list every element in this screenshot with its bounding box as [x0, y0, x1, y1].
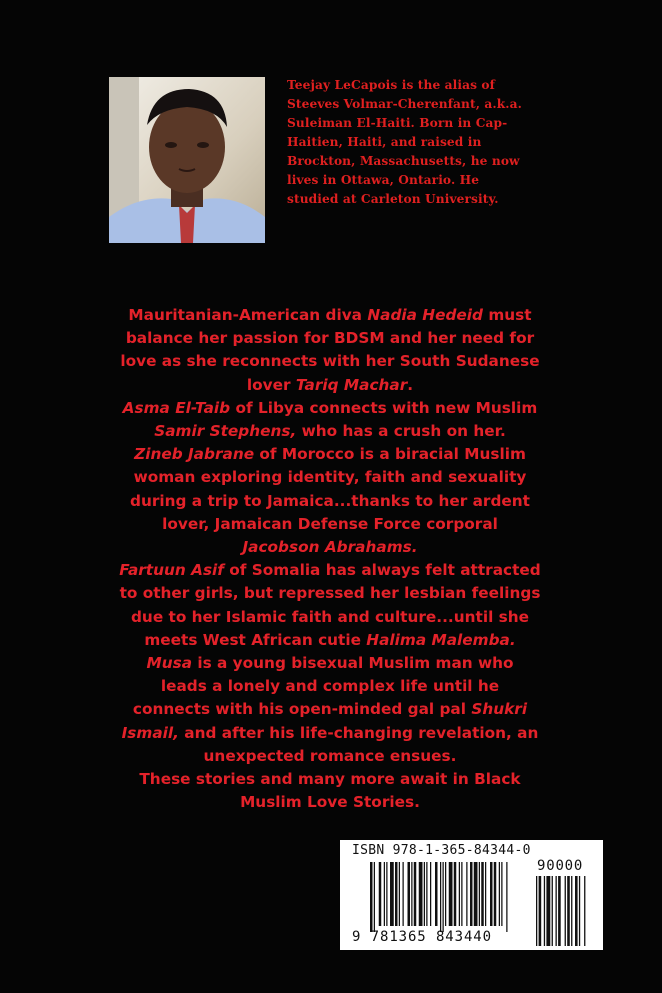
isbn-digits: 9 781365 843440 — [352, 929, 492, 945]
blurb-line — [80, 745, 580, 768]
addon-bar — [571, 876, 572, 946]
blurb-text: of Morocco is a biracial Muslim — [254, 445, 526, 464]
blurb-text: unexpected romance ensues. — [203, 746, 457, 765]
blurb-line — [80, 791, 580, 814]
barcode-bar — [390, 862, 394, 926]
barcode-bar — [479, 862, 480, 926]
blurb-line — [80, 513, 580, 536]
blurb-text: woman exploring identity, faith and sexuality — [133, 468, 527, 487]
barcode-bar — [424, 862, 425, 926]
blurb-name: Tariq Machar — [295, 375, 408, 394]
barcode-bar — [370, 862, 373, 932]
blurb-line — [80, 443, 580, 466]
barcode-bar — [403, 862, 404, 926]
barcode-bar — [485, 862, 486, 926]
blurb-line — [80, 466, 580, 489]
addon-bar — [539, 876, 542, 946]
barcode-bar — [474, 862, 478, 926]
blurb-text: lover, Jamaican Defense Force corporal — [162, 514, 498, 533]
barcode-bar — [470, 862, 473, 926]
blurb-line — [80, 327, 580, 350]
bio-line: Steeves Volmar-Cherenfant, a.k.a. — [287, 97, 522, 111]
blurb-text: leads a lonely and complex life until he — [160, 677, 500, 696]
blurb-text: love as she reconnects with her South Sudanese — [120, 352, 540, 371]
blurb-text: is a young bisexual Muslim man who — [192, 654, 514, 673]
blurb-line — [80, 559, 580, 582]
addon-bar — [584, 876, 585, 946]
barcode-bar — [443, 862, 444, 932]
blurb-text: of Libya connects with new Muslim — [230, 398, 538, 417]
barcode-bar — [419, 862, 423, 926]
bio-line: lives in Ottawa, Ontario. He — [287, 173, 480, 187]
blurb-line — [80, 350, 580, 373]
blurb-text: Mauritanian-American diva — [128, 306, 368, 324]
blurb-line — [80, 374, 580, 397]
barcode-bar — [461, 862, 462, 926]
barcode-bar — [506, 862, 507, 932]
author-photo — [109, 77, 265, 243]
barcode-bar — [445, 862, 446, 926]
addon-bar — [544, 876, 545, 946]
blurb-text: due to her Islamic faith and culture...until she — [130, 607, 530, 626]
barcode-bar — [494, 862, 497, 926]
blurb-line — [80, 675, 580, 698]
blurb-name: Nadia Hedeid — [367, 306, 483, 324]
barcode-bar — [386, 862, 387, 926]
addon-bar — [567, 876, 570, 946]
barcode-bar — [481, 862, 484, 926]
addon-bar — [558, 876, 561, 946]
barcode-bar — [414, 862, 417, 926]
blurb-text: who has a crush on her. — [296, 422, 506, 441]
blurb-name: Samir Stephens, — [154, 422, 297, 441]
blurb-text: . — [407, 375, 414, 394]
blurb-text: of Somalia has always felt attracted — [223, 561, 541, 580]
barcode-bar — [408, 862, 411, 926]
blurb-text: and after his life-changing revelation, an — [178, 723, 539, 742]
barcode-bar — [454, 862, 457, 926]
barcode-bar — [490, 862, 493, 926]
blurb-name: Shukri — [471, 700, 528, 719]
bio-line: Brockton, Massachusetts, he now — [287, 154, 520, 168]
blurb-text: must — [483, 306, 532, 324]
blurb-line — [80, 698, 580, 721]
isbn-label: ISBN 978-1-365-84344-0 — [352, 843, 531, 858]
bio-line: studied at Carleton University. — [287, 192, 499, 206]
barcode-bar — [459, 862, 460, 926]
barcode-bar — [430, 862, 431, 926]
blurb-line — [80, 490, 580, 513]
addon-bar — [552, 876, 553, 946]
addon-bar — [565, 876, 566, 946]
blurb-name: Zineb Jabrane — [134, 445, 255, 464]
blurb-name: Ismail, — [121, 723, 179, 742]
addon-bar — [575, 876, 578, 946]
author-bio — [287, 76, 531, 209]
addon-bar — [546, 876, 550, 946]
blurb-line — [80, 536, 580, 559]
barcode-bar — [374, 862, 375, 932]
price-code: 90000 — [537, 858, 584, 874]
blurb-line — [80, 722, 580, 745]
blurb-line — [80, 606, 580, 629]
barcode-bar — [395, 862, 398, 926]
blurb-text: These stories and many more await in Black — [139, 770, 521, 789]
bio-line: Haitien, Haiti, and raised in — [287, 135, 482, 149]
blurb-line — [80, 582, 580, 605]
barcode-bar — [426, 862, 427, 926]
blurb-text: Muslim Love Stories. — [240, 793, 420, 812]
blurb-name: Musa — [146, 654, 193, 673]
blurb-text: connects with his open-minded gal pal — [132, 700, 472, 719]
blurb-text: during a trip to Jamaica...thanks to her ardent — [130, 491, 530, 510]
blurb-line — [80, 304, 580, 327]
barcode-bar — [499, 862, 500, 926]
barcode-bar — [435, 862, 438, 926]
blurb-name: Halima Malemba. — [366, 630, 516, 649]
blurb-line — [80, 629, 580, 652]
barcode-bar — [399, 862, 400, 926]
barcode-bar — [379, 862, 382, 926]
blurb-text: meets West African cutie — [144, 630, 367, 649]
book-blurb — [80, 304, 580, 814]
blurb-text: to other girls, but repressed her lesbian feelings — [119, 584, 541, 603]
barcode-bar — [411, 862, 412, 926]
blurb-line — [80, 652, 580, 675]
blurb-text: balance her passion for BDSM and her need for — [125, 329, 535, 348]
addon-bar — [536, 876, 537, 946]
barcode-bar — [384, 862, 385, 926]
blurb-name: Asma El-Taib — [122, 398, 231, 417]
blurb-text: lover — [246, 375, 296, 394]
blurb-name: Fartuun Asif — [119, 561, 224, 580]
barcode-bar — [440, 862, 441, 932]
barcode-bar — [449, 862, 453, 926]
addon-bar — [579, 876, 580, 946]
addon-bar — [556, 876, 557, 946]
blurb-line — [80, 420, 580, 443]
blurb-line — [80, 397, 580, 420]
blurb-name: Jacobson Abrahams. — [242, 538, 418, 557]
blurb-line — [80, 768, 580, 791]
isbn-barcode — [340, 840, 603, 950]
barcode-bar — [501, 862, 502, 926]
barcode-bar — [466, 862, 467, 926]
bio-line: Suleiman El-Haiti. Born in Cap- — [287, 116, 508, 130]
bio-line: Teejay LeCapois is the alias of — [287, 78, 495, 92]
